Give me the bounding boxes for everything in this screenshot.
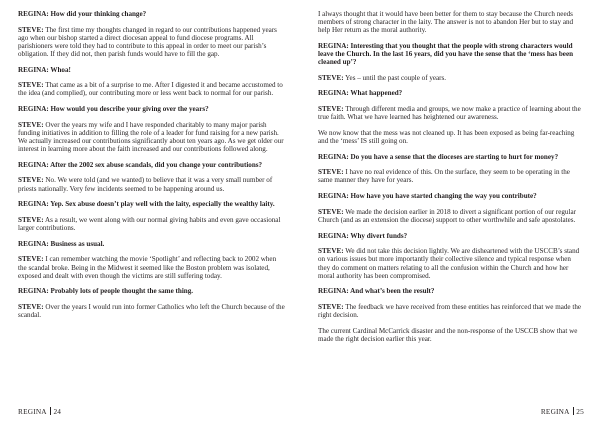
interviewer-question: REGINA: And what’s been the result?: [318, 287, 435, 296]
answer-text: Over the years my wife and I have responded charitably to many major parish funding initiatives in addition to filling the role of a leader for fund raising for a new parish. We actually increased our contributions significantly about ten years ago. As we get older our interest in learning more about the faith increased and our contributions followed along.: [18, 120, 284, 154]
folio-label: REGINA: [540, 407, 570, 416]
answer-text: Yes – until the past couple of years.: [343, 73, 447, 82]
speaker-label: STEVE:: [318, 207, 344, 216]
interviewer-question: REGINA: Whoa!: [18, 65, 71, 74]
speaker-label: STEVE:: [318, 73, 344, 82]
interviewee-answer: [18, 303, 286, 319]
right-page-text-column: [318, 10, 584, 351]
interviewer-question: REGINA: Business as usual.: [18, 239, 105, 248]
speaker-label: STEVE:: [18, 81, 44, 90]
left-page-text-column: [18, 10, 286, 327]
interviewer-question: REGINA: Why divert funds?: [318, 231, 408, 240]
page-number: 25: [576, 407, 584, 416]
speaker-label: STEVE:: [318, 247, 344, 256]
speaker-label: STEVE:: [318, 105, 344, 114]
interviewer-question: REGINA: Probably lots of people thought the same thing.: [18, 287, 194, 296]
page-number: 24: [53, 407, 62, 416]
interviewee-answer: [18, 176, 286, 192]
answer-text: As a result, we went along with our normal giving habits and even gave occasional larger contributions.: [18, 215, 281, 233]
folio-separator: [573, 407, 574, 415]
speaker-label: STEVE:: [18, 255, 44, 264]
right-page: [300, 0, 600, 424]
answer-text: Over the years I would run into former Catholics who left the Church because of the scandal.: [18, 302, 285, 320]
interviewer-question: REGINA: What happened?: [318, 89, 403, 98]
answer-continuation: We now know that the mess was not cleaned up. It has been exposed as being far-reaching and the ‘mess’ IS still going on.: [318, 128, 575, 145]
answer-text: The first time my thoughts changed in regard to our contributions happened years ago when our bishop started a direct diocesan appeal to fund diocese programs. All parishioners were told they had to contribute to this appeal in order to meet our parish’s obligation. If they did not, then parish funds would have to fill the gap.: [18, 25, 277, 58]
speaker-label: STEVE:: [18, 120, 44, 129]
interviewee-answer: [18, 255, 286, 279]
interviewer-question: REGINA: Yep. Sex abuse doesn’t play well with the laity, especially the wealthy laity.: [18, 200, 275, 209]
speaker-label: STEVE:: [18, 176, 44, 185]
interviewer-question: REGINA: Interesting that you thought that the people with strong characters would leave the Church. In the last 16 years, did you have the sense that the ‘mess has been cleaned up’?: [318, 41, 574, 67]
speaker-label: STEVE:: [318, 302, 344, 311]
speaker-label: STEVE:: [18, 302, 44, 311]
folio-label: REGINA: [18, 407, 47, 416]
answer-continuation: The current Cardinal McCarrick disaster and the non-response of the USCCB show that we made the right decision earlier this year.: [318, 326, 578, 343]
interviewee-answer: [318, 208, 584, 224]
interviewee-answer: [18, 216, 286, 232]
interviewer-question: REGINA: How have you have started changing the way you contribute?: [318, 192, 537, 201]
interviewee-answer: [18, 81, 286, 97]
answer-text: I can remember watching the movie ‘Spotlight’ and reflecting back to 2002 when the scandal broke. Being in the Midwest it seemed like the Boston problem was isolated, exposed and dealt with even though the victims are still suffering today.: [18, 255, 277, 280]
answer-text: I have no real evidence of this. On the surface, they seem to be operating in the same manner they have for years.: [318, 168, 570, 185]
interviewee-answer: [318, 168, 584, 184]
answer-continuation: I always thought that it would have been better for them to stay because the Church needs members of strong character in the laity. The answer is not to abandon Her but to stay and help Her return as the moral authority.: [318, 10, 574, 35]
answer-text: We did not take this decision lightly. We are disheartened with the USCCB’s stand on various issues but more importantly their collective silence and typical response when they do comment on matters relating to all the confusion within the Church and how her moral authority has been compromised.: [318, 247, 580, 280]
interviewer-question: REGINA: How would you describe your giving over the years?: [18, 105, 209, 114]
interviewer-question: REGINA: After the 2002 sex abuse scandals, did you change your contributions?: [18, 160, 263, 169]
answer-text: Through different media and groups, we now make a practice of learning about the true faith. What we have learned has heightened our awareness.: [318, 105, 581, 122]
interviewee-answer: [318, 74, 584, 82]
interviewee-answer: [18, 26, 286, 58]
right-page-folio: [541, 407, 584, 416]
interviewee-answer: [318, 105, 584, 121]
speaker-label: STEVE:: [318, 168, 344, 177]
interviewee-answer: [18, 121, 286, 153]
answer-text: The feedback we have received from these entities has reinforced that we made the right decision.: [318, 302, 582, 320]
answer-text: That came as a bit of a surprise to me. After I digested it and became accustomed to the idea (and complied), our contributing more or less went back to normal for our parish.: [18, 81, 283, 98]
speaker-label: STEVE:: [18, 215, 44, 224]
left-page-folio: [18, 407, 61, 416]
answer-text: We made the decision earlier in 2018 to divert a significant portion of our regular Church (and as an extension the diocese) support to other worthwhile and safe apostolates.: [318, 207, 576, 224]
interviewee-answer: [318, 303, 584, 319]
interviewer-question: REGINA: Do you have a sense that the dioceses are starting to hurt for money?: [318, 152, 559, 161]
folio-separator: [50, 407, 51, 415]
speaker-label: STEVE:: [18, 25, 44, 34]
interviewer-question: REGINA: How did your thinking change?: [18, 10, 147, 18]
interviewee-answer: [318, 247, 584, 279]
answer-text: No. We were told (and we wanted) to believe that it was a very small number of priests nationally. Very few incidents seemed to be happening around us.: [18, 176, 273, 193]
